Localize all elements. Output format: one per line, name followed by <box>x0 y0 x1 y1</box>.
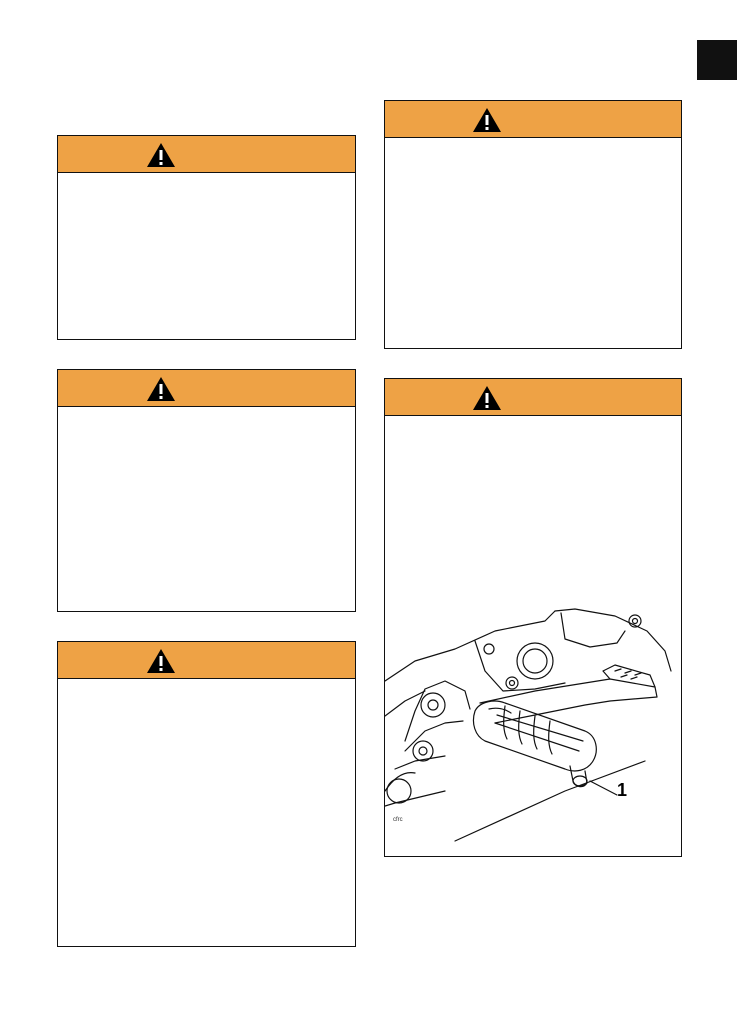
warning-header <box>385 379 681 416</box>
warning-header <box>58 136 355 173</box>
footrest-illustration <box>385 591 681 856</box>
warning-header <box>58 370 355 407</box>
warning-box-1 <box>57 135 356 340</box>
warning-triangle-icon <box>146 648 176 674</box>
warning-box-2 <box>57 369 356 612</box>
page-tab <box>697 40 737 80</box>
callout-label: 1 <box>617 780 628 800</box>
warning-box-3 <box>57 641 356 947</box>
warning-box-4 <box>384 100 682 349</box>
warning-box-5 <box>384 378 682 857</box>
warning-header <box>58 642 355 679</box>
warning-triangle-icon <box>146 142 176 168</box>
warning-triangle-icon <box>146 376 176 402</box>
warning-triangle-icon <box>472 107 502 133</box>
figure-code: cfrc <box>393 817 403 823</box>
warning-triangle-icon <box>472 385 502 411</box>
warning-header <box>385 101 681 138</box>
